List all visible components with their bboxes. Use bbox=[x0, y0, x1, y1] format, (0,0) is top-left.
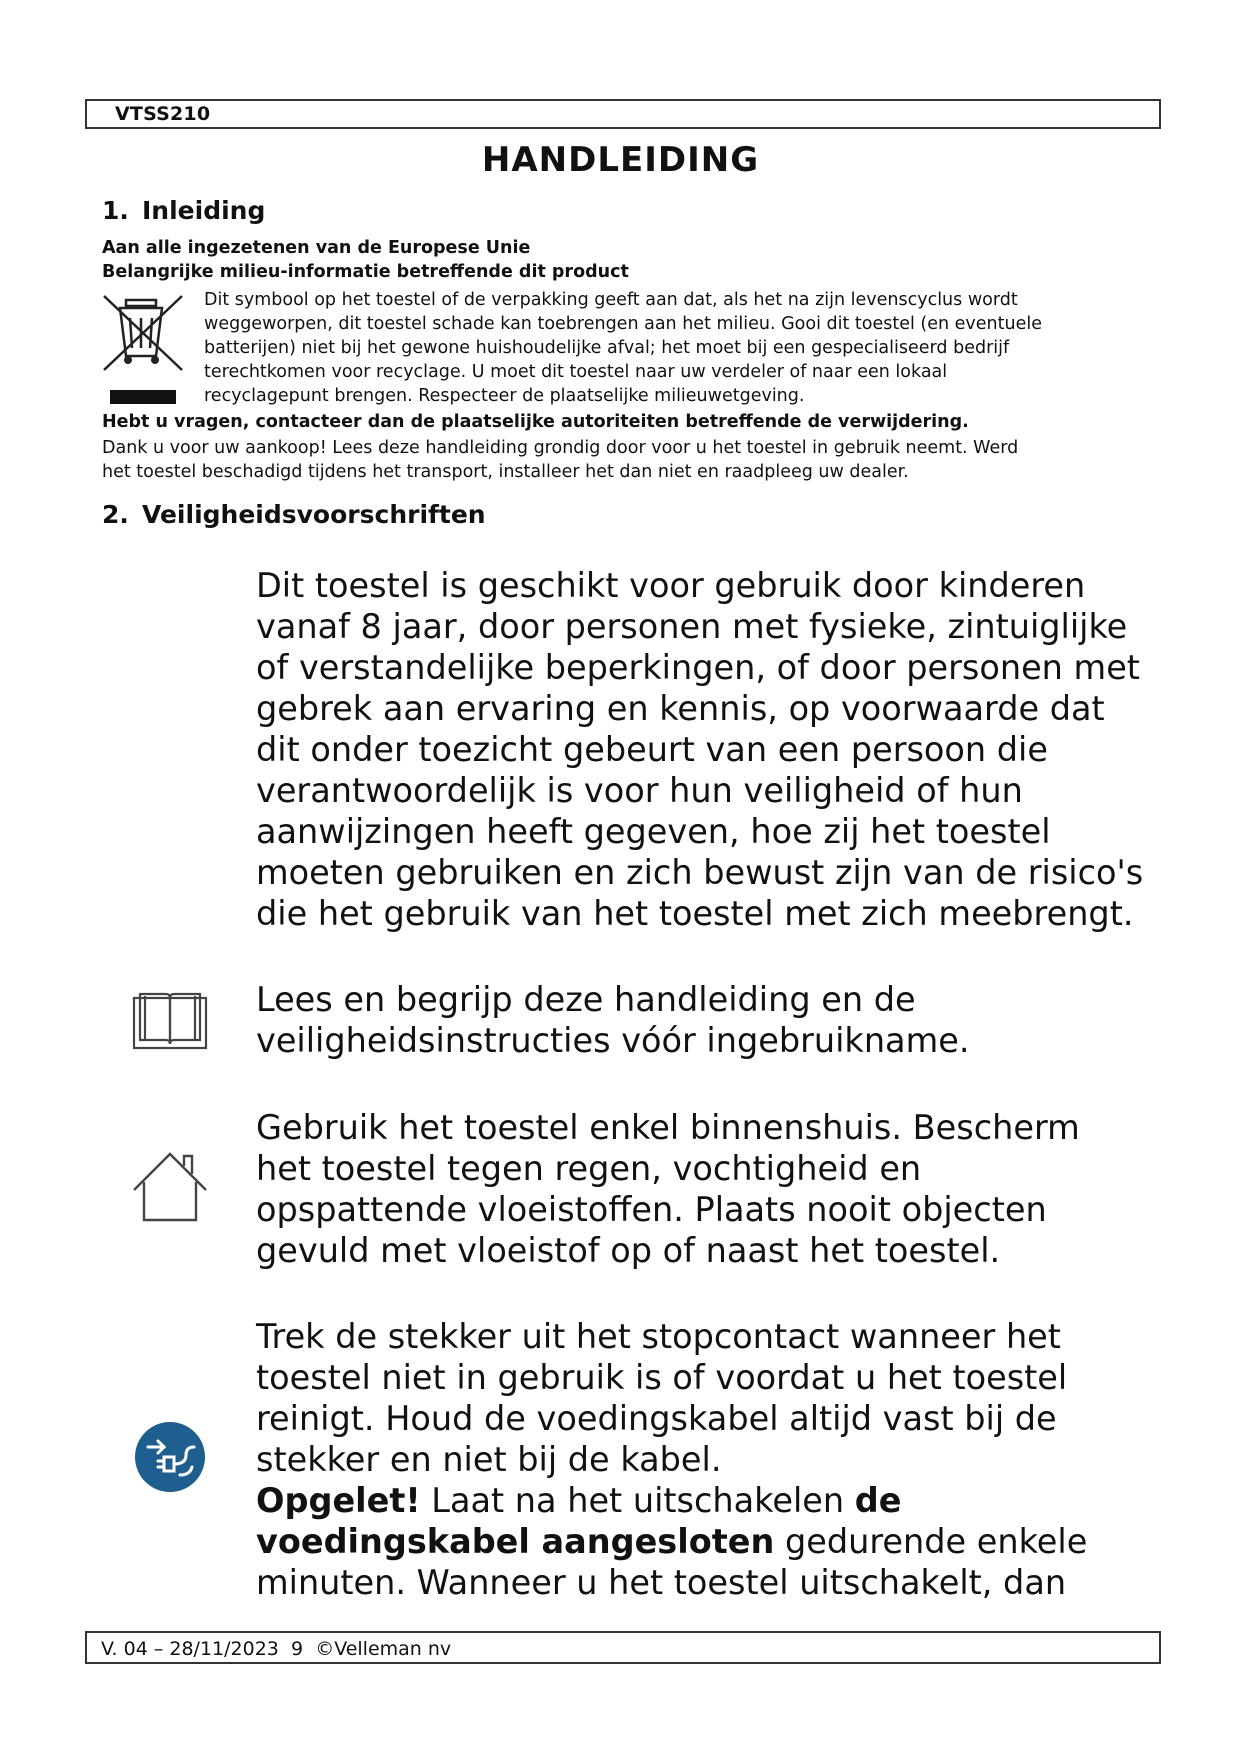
children-line-3: of verstandelijke beperkingen, of door personen met bbox=[256, 648, 1140, 687]
caution-bold-1: de bbox=[854, 1481, 902, 1520]
section-2-number: 2. bbox=[102, 500, 129, 529]
thanks-line-1: Dank u voor uw aankoop! Lees deze handleiding grondig door voor u het toestel in gebruik neemt. Werd bbox=[102, 438, 1019, 458]
children-line-2: vanaf 8 jaar, door personen met fysieke, zintuiglijke bbox=[256, 607, 1128, 646]
caution-label: Opgelet! bbox=[256, 1481, 421, 1520]
env-line: Belangrijke milieu-informatie betreffende dit product bbox=[102, 262, 629, 282]
children-line-7: aanwijzingen heeft gegeven, hoe zij het toestel bbox=[256, 812, 1051, 851]
caution-line-3: minuten. Wanneer u het toestel uitschakelt, dan bbox=[256, 1563, 1067, 1602]
weee-line-1: Dit symbool op het toestel of de verpakking geeft aan dat, als het na zijn levenscyclus wordt bbox=[204, 290, 1018, 310]
children-line-5: dit onder toezicht gebeurt van een persoon die bbox=[256, 730, 1048, 769]
thanks-line-2: het toestel beschadigd tijdens het transport, installeer het dan niet en raadpleeg uw dealer. bbox=[102, 462, 909, 482]
model-number: VTSS210 bbox=[115, 103, 211, 125]
caution-text-2: gedurende enkele bbox=[774, 1522, 1088, 1561]
manual-line-1: Lees en begrijp deze handleiding en de bbox=[256, 980, 916, 1019]
page-title: HANDLEIDING bbox=[481, 140, 760, 180]
unplug-line-1: Trek de stekker uit het stopcontact wanneer het bbox=[256, 1317, 1061, 1356]
children-line-6: verantwoordelijk is voor hun veiligheid of hun bbox=[256, 771, 1023, 810]
footer-page-number: 9 bbox=[291, 1638, 304, 1660]
indoor-line-4: gevuld met vloeistof op of naast het toestel. bbox=[256, 1231, 1001, 1270]
footer-version: V. 04 – 28/11/2023 bbox=[101, 1638, 279, 1660]
caution-line-2 bbox=[256, 1521, 1087, 1562]
indoor-line-1: Gebruik het toestel enkel binnenshuis. Bescherm bbox=[256, 1108, 1080, 1147]
section-1-title: Inleiding bbox=[142, 196, 266, 225]
manual-line-2: veiligheidsinstructies vóór ingebruikname. bbox=[256, 1021, 970, 1060]
unplug-line-4: stekker en niet bij de kabel. bbox=[256, 1440, 722, 1479]
children-line-4: gebrek aan ervaring en kennis, op voorwaarde dat bbox=[256, 689, 1105, 728]
children-line-1: Dit toestel is geschikt voor gebruik door kinderen bbox=[256, 566, 1086, 605]
section-1-number: 1. bbox=[102, 196, 129, 225]
section-2-title: Veiligheidsvoorschriften bbox=[142, 500, 486, 529]
footer-copyright: ©Velleman nv bbox=[315, 1638, 452, 1660]
children-line-9: die het gebruik van het toestel met zich meebrengt. bbox=[256, 894, 1134, 933]
read-manual-icon bbox=[132, 988, 208, 1050]
disconnect-plug-icon bbox=[134, 1421, 206, 1493]
weee-line-5: recyclagepunt brengen. Respecteer de plaatselijke milieuwetgeving. bbox=[204, 386, 805, 406]
indoor-line-3: opspattende vloeistoffen. Plaats nooit objecten bbox=[256, 1190, 1047, 1229]
weee-bin-icon bbox=[100, 290, 188, 408]
indoor-use-house-icon bbox=[130, 1150, 210, 1224]
caution-bold-2: voedingskabel aangesloten bbox=[256, 1522, 775, 1561]
unplug-line-2: toestel niet in gebruik is of voordat u het toestel bbox=[256, 1358, 1068, 1397]
section-2-heading bbox=[102, 500, 486, 529]
weee-line-4: terechtkomen voor recyclage. U moet dit toestel naar uw verdeler of naar een lokaal bbox=[204, 362, 948, 382]
weee-line-3: batterijen) niet bij het gewone huishoudelijke afval; het moet bij een gespecialiseerd bedrijf bbox=[204, 338, 1010, 358]
header-box bbox=[85, 99, 1161, 129]
footer-text bbox=[101, 1638, 451, 1660]
unplug-line-3: reinigt. Houd de voedingskabel altijd vast bij de bbox=[256, 1399, 1057, 1438]
questions-line: Hebt u vragen, contacteer dan de plaatselijke autoriteiten betreffende de verwijdering. bbox=[102, 412, 969, 432]
children-line-8: moeten gebruiken en zich bewust zijn van de risico's bbox=[256, 853, 1144, 892]
indoor-line-2: het toestel tegen regen, vochtigheid en bbox=[256, 1149, 922, 1188]
weee-line-2: weggeworpen, dit toestel schade kan toebrengen aan het milieu. Gooi dit toestel (en eventuele bbox=[204, 314, 1042, 334]
caution-line-1 bbox=[256, 1480, 901, 1521]
caution-text-1: Laat na het uitschakelen bbox=[420, 1481, 855, 1520]
footer-box bbox=[85, 1631, 1161, 1664]
section-1-heading bbox=[102, 196, 265, 225]
eu-line: Aan alle ingezetenen van de Europese Unie bbox=[102, 238, 531, 258]
